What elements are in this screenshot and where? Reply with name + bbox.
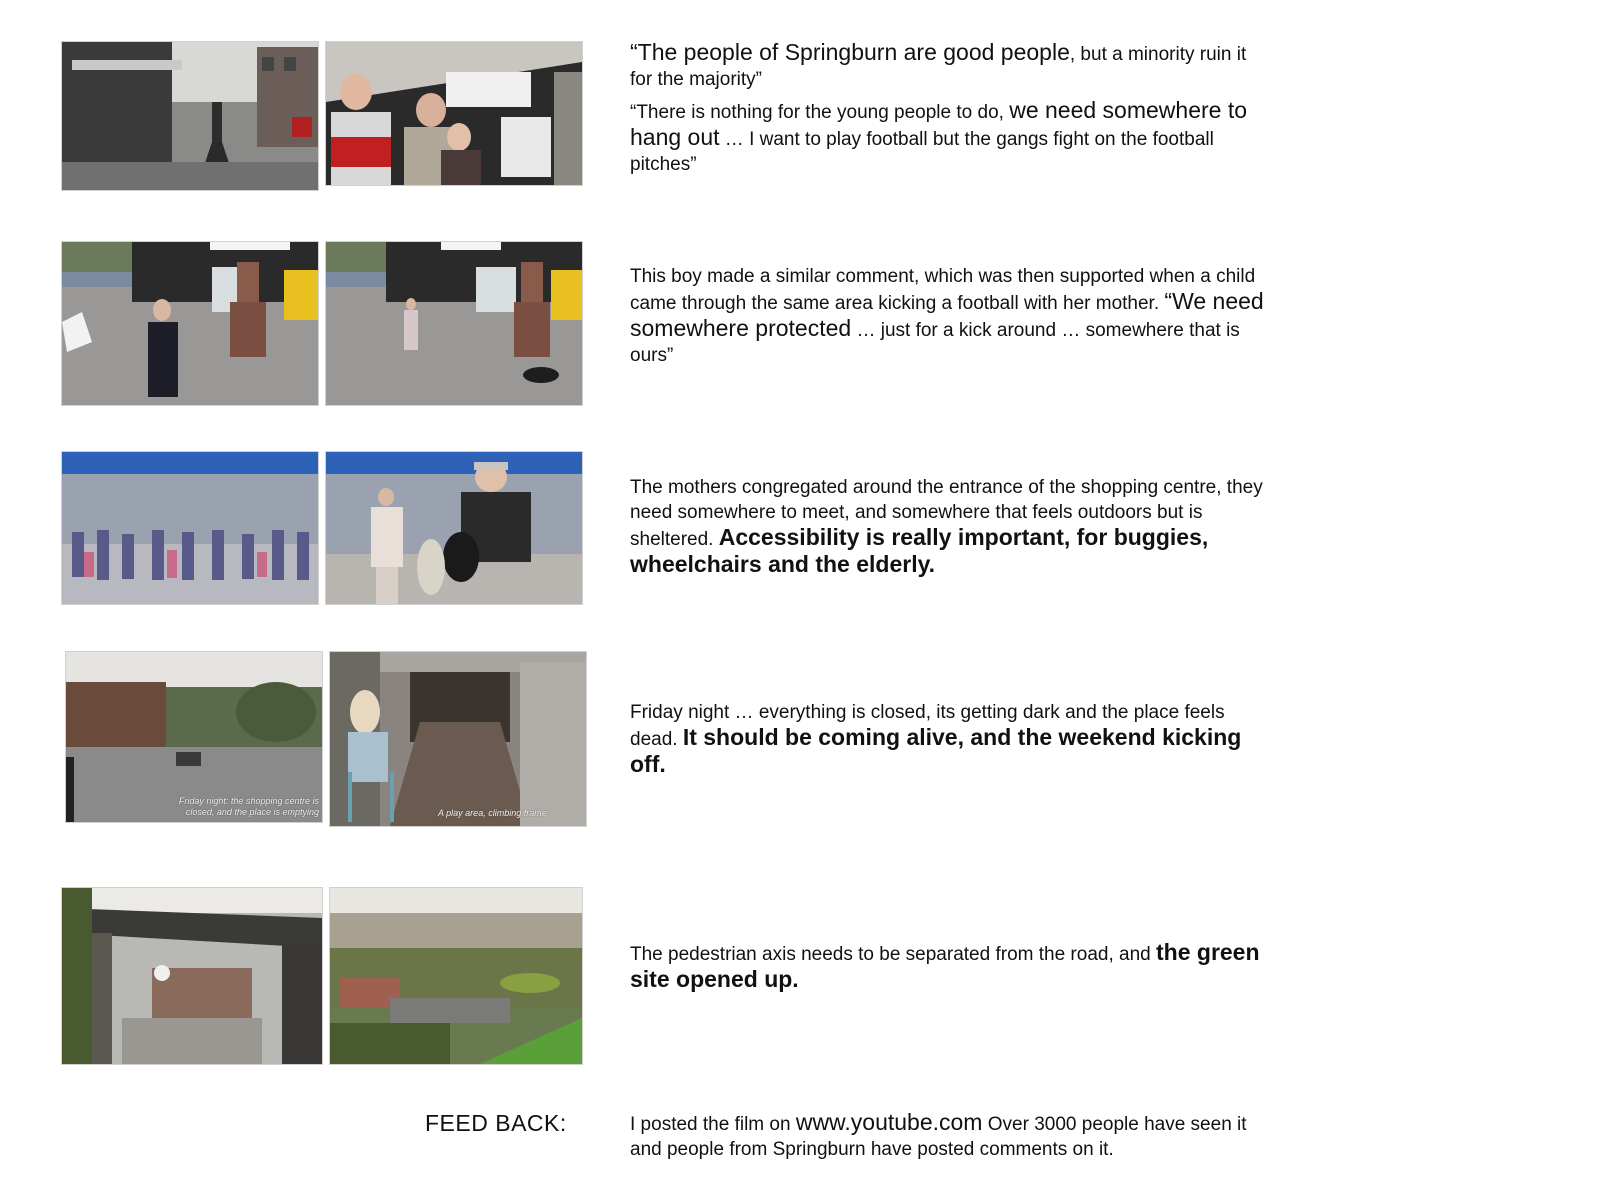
body-text: I posted the film on: [630, 1114, 796, 1135]
body-text: Over 3000 people have seen it and people from Springburn have posted comments on it.: [630, 1114, 1247, 1160]
paragraph-feedback: [630, 1110, 1270, 1162]
quote-good-people: [630, 40, 1270, 92]
quote-nothing-to-do: [630, 98, 1270, 177]
quote-emphasis: “The people of Springburn are good people: [630, 39, 1070, 65]
photo-boy-by-fountain: [62, 242, 318, 405]
row-4-text: [630, 700, 1270, 785]
youtube-link-text: www.youtube.com: [795, 1109, 983, 1135]
photo-shopping-centre-street: [62, 42, 318, 190]
quote-text: “There is nothing for the young people to do,: [630, 102, 1010, 123]
emphasis-coming-alive: It should be coming alive, and the weekend kicking off.: [630, 724, 1242, 777]
quote-text: … I want to play football but the gangs fight on the football pitches”: [630, 129, 1214, 175]
photo-green-site-panorama: [330, 888, 582, 1064]
body-text: Friday night … everything is closed, its getting dark and the place feels dead.: [630, 702, 1225, 750]
quote-emphasis: “We need somewhere protected: [630, 288, 1264, 341]
photo-play-area-tunnel: [330, 652, 586, 826]
photo-child-with-football: [326, 242, 582, 405]
row-1-text: [630, 40, 1270, 183]
photo-friday-night-street: [66, 652, 322, 822]
photo-young-people-group: [326, 42, 582, 185]
emphasis-accessibility: Accessibility is really important, for buggies, wheelchairs and the elderly.: [630, 524, 1209, 577]
photo-caption-play-area: A play area, climbing frame: [438, 808, 547, 818]
photo-caption-friday-night: Friday night: the shopping centre is closed, and the place is emptying: [178, 796, 319, 817]
row-2-text: [630, 264, 1270, 374]
body-text: This boy made a similar comment, which was then supported when a child came through the same area kicking a football with her mother.: [630, 266, 1256, 314]
paragraph-pedestrian-axis: [630, 940, 1270, 994]
feedback-text: [630, 1110, 1270, 1168]
quote-emphasis: we need somewhere to hang out: [630, 97, 1248, 150]
emphasis-green-site: the green site opened up.: [630, 939, 1260, 992]
paragraph-mothers: [630, 475, 1270, 579]
photo-wheelchair-and-shopper: [326, 452, 582, 604]
photo-flyover-bridge: [62, 888, 322, 1064]
quote-text: , but a minority ruin it for the majority”: [630, 44, 1247, 90]
body-text: The mothers congregated around the entrance of the shopping centre, they need somewhere to meet, and somewhere that feels outdoors but is sheltered.: [630, 477, 1263, 550]
feedback-label: FEED BACK:: [425, 1110, 567, 1136]
row-5-text: [630, 940, 1270, 1000]
body-text: … just for a kick around … somewhere that is ours”: [630, 320, 1240, 366]
body-text: The pedestrian axis needs to be separated from the road, and: [630, 944, 1156, 965]
row-3-text: [630, 475, 1270, 585]
paragraph-boy-comment: [630, 264, 1270, 368]
paragraph-friday-night: [630, 700, 1270, 779]
photo-mothers-at-entrance: [62, 452, 318, 604]
